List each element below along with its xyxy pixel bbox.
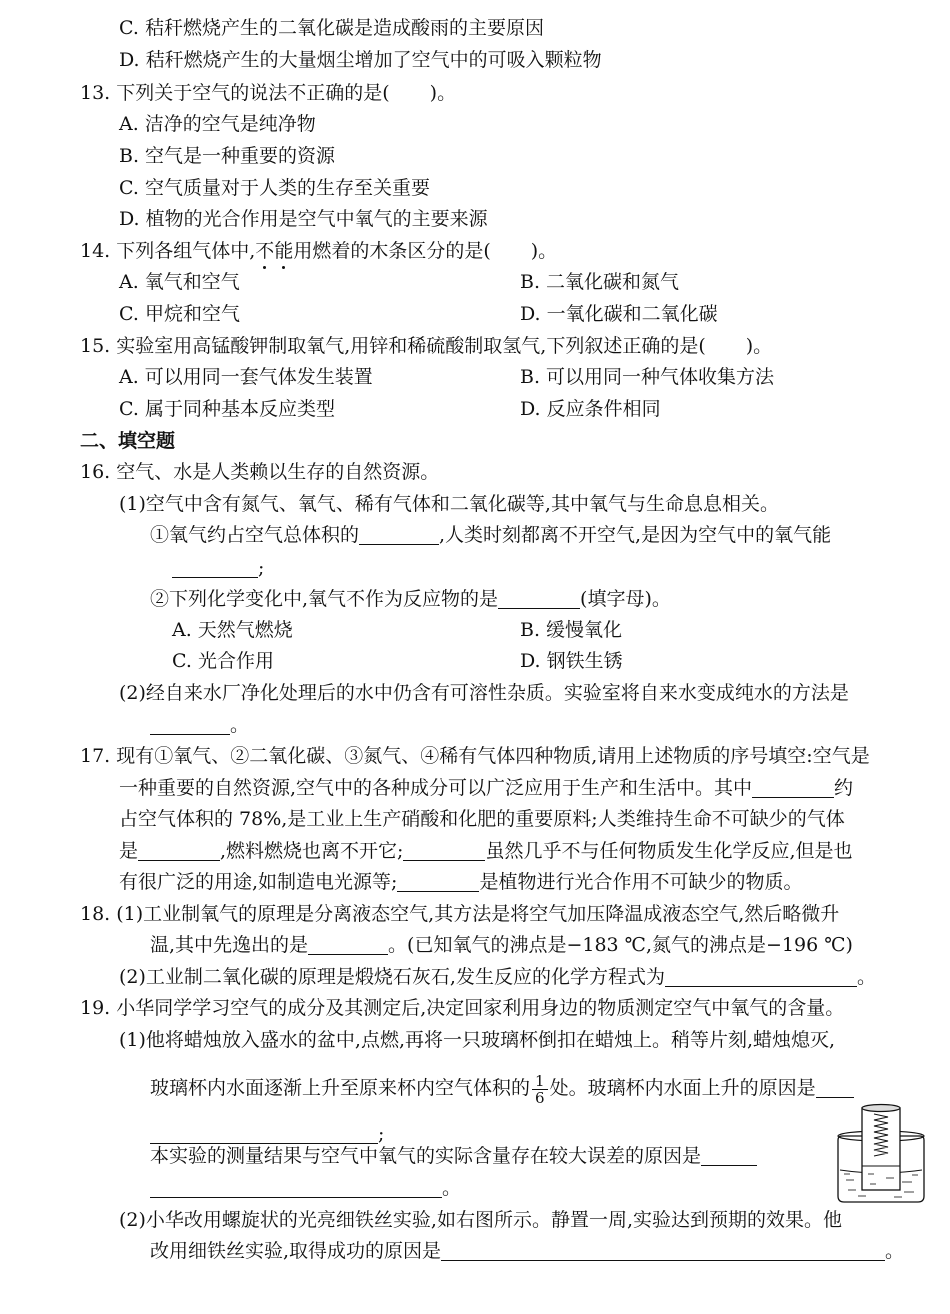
q17-blank-rare-gas[interactable] [403, 842, 485, 861]
q17-line-4-text-2: ,燃料燃烧也离不开它; [220, 840, 404, 862]
q16-option-a: A. 天然气燃烧 [172, 619, 293, 641]
q19-part1-line-2 [150, 1068, 854, 1108]
q19-part2: (2)小华改用螺旋状的光亮细铁丝实验,如右图所示。静置一周,实验达到预期的效果。他 [119, 1209, 842, 1231]
q16-sub1-text: ①氧气约占空气总体积的 [150, 524, 360, 546]
q17-line-5 [119, 871, 802, 893]
q18-line-2 [150, 934, 853, 956]
q16-part1-sub2 [150, 588, 671, 610]
q14-option-a: A. 氧气和空气 [119, 271, 240, 293]
q16-sub2-text-2: (填字母)。 [580, 588, 671, 610]
q18-line-3-text: (2)工业制二氧化碳的原理是煅烧石灰石,发生反应的化学方程式为 [119, 966, 665, 988]
q19-part1-line-5-end: 。 [442, 1177, 462, 1199]
q19-line-1: 19. 小华同学学习空气的成分及其测定后,决定回家利用身边的物质测定空气中氧气的含量。 [80, 997, 845, 1019]
q19-part1-line-3-end: ; [378, 1123, 385, 1145]
q19-blank-error[interactable] [150, 1179, 442, 1198]
q18-line-3-end: 。 [856, 966, 876, 988]
q19-part1-line-3 [150, 1123, 384, 1145]
q16-part1: (1)空气中含有氮气、氧气、稀有气体和二氧化碳等,其中氧气与生命息息相关。 [119, 493, 779, 515]
q16-blank-purify-method[interactable] [150, 716, 230, 735]
q19-part1: (1)他将蜡烛放入盛水的盆中,点燃,再将一只玻璃杯倒扣在蜡烛上。稍等片刻,蜡烛熄灭, [119, 1029, 836, 1051]
q15-option-d: D. 反应条件相同 [520, 398, 661, 420]
q14-stem-text: 14. 下列各组气体中, [80, 240, 256, 262]
q16-stem: 16. 空气、水是人类赖以生存的自然资源。 [80, 461, 440, 483]
q15-option-a: A. 可以用同一套气体发生装置 [119, 366, 373, 388]
q15-stem-text: 15. 实验室用高锰酸钾制取氧气,用锌和稀硫酸制取氢气,下列叙述正确的是( [80, 335, 706, 357]
fraction-numerator: 1 [532, 1073, 548, 1090]
q17-line-2-text: 一种重要的自然资源,空气中的各种成分可以广泛应用于生产和生活中。其中 [119, 777, 753, 799]
q18-blank-first-gas[interactable] [308, 936, 388, 955]
q16-part2-cont [150, 714, 249, 736]
q12-option-c: C. 秸秆燃烧产生的二氧化碳是造成酸雨的主要原因 [119, 17, 544, 39]
section-heading: 二、填空题 [80, 430, 176, 452]
q17-line-2-end: 约 [834, 777, 854, 799]
q17-line-1: 17. 现有①氧气、②二氧化碳、③氮气、④稀有气体四种物质,请用上述物质的序号填空:空气是 [80, 745, 870, 767]
q17-line-5-text: 有很广泛的用途,如制造电光源等; [119, 871, 398, 893]
q18-line-2-end: 。(已知氧气的沸点是−183 ℃,氮气的沸点是−196 ℃) [388, 934, 853, 956]
iron-wire-experiment-figure [832, 1100, 930, 1208]
q16-sub1-text-2: ,人类时刻都离不开空气,是因为空气中的氧气能 [439, 524, 832, 546]
q16-part2: (2)经自来水厂净化处理后的水中仍含有可溶性杂质。实验室将自来水变成纯水的方法是 [119, 682, 849, 704]
q17-blank-oxygen[interactable] [138, 842, 220, 861]
q19-part2-line-2 [150, 1240, 904, 1262]
q16-option-b: B. 缓慢氧化 [520, 619, 623, 641]
q19-part1-line-4 [150, 1145, 757, 1167]
q16-blank-choice[interactable] [498, 590, 580, 609]
q19-blank-reason-start[interactable] [816, 1079, 854, 1098]
q13-option-a: A. 洁净的空气是纯净物 [119, 113, 316, 135]
q15-option-c: C. 属于同种基本反应类型 [119, 398, 335, 420]
q15-stem [80, 335, 772, 357]
q17-line-4 [119, 840, 853, 862]
q16-sub2-text: ②下列化学变化中,氧气不作为反应物的是 [150, 588, 499, 610]
one-sixth-fraction [532, 1073, 548, 1106]
q19-part2-end: 。 [885, 1240, 905, 1262]
q14-option-c: C. 甲烷和空气 [119, 303, 240, 325]
q15-stem-end: )。 [745, 335, 773, 357]
q17-blank-nitrogen[interactable] [752, 779, 834, 798]
q19-part1-text: 玻璃杯内水面逐渐上升至原来杯内空气体积的 [150, 1077, 531, 1099]
q16-part2-end: 。 [230, 714, 250, 736]
q18-line-3 [119, 966, 876, 988]
fraction-denominator: 6 [535, 1088, 545, 1107]
q16-sub1-end: ; [258, 557, 265, 579]
q14-emphasis-bu: 不 [255, 240, 275, 262]
q17-line-4-text: 是 [119, 840, 139, 862]
q14-stem [80, 240, 557, 262]
beaker-cup-icon [832, 1100, 930, 1208]
q19-blank-reason[interactable] [150, 1125, 378, 1144]
q19-part1-text-2: 处。玻璃杯内水面上升的原因是 [549, 1077, 816, 1099]
q14-stem-text-2: 用燃着的木条区分的是( [293, 240, 491, 262]
q17-line-3: 占空气体积的 78%,是工业上生产硝酸和化肥的重要原料;人类维持生命不可缺少的气体 [119, 808, 845, 830]
q19-error-text: 本实验的测量结果与空气中氧气的实际含量存在较大误差的原因是 [150, 1145, 702, 1167]
q17-line-4-text-3: 虽然几乎不与任何物质发生化学反应,但是也 [485, 840, 853, 862]
q16-blank-oxygen-use[interactable] [172, 559, 258, 578]
q14-option-d: D. 一氧化碳和二氧化碳 [520, 303, 718, 325]
q14-emphasis-neng: 能 [274, 240, 294, 262]
q16-option-d: D. 钢铁生锈 [520, 650, 623, 672]
q13-stem-text: 13. 下列关于空气的说法不正确的是( [80, 82, 390, 104]
q13-stem-end: )。 [429, 82, 457, 104]
q17-line-2 [119, 777, 853, 799]
q13-option-c: C. 空气质量对于人类的生存至关重要 [119, 177, 430, 199]
q12-option-d: D. 秸秆燃烧产生的大量烟尘增加了空气中的可吸入颗粒物 [119, 49, 602, 71]
q16-part1-sub1-cont [172, 557, 264, 579]
q13-stem [80, 82, 456, 104]
q18-line-2-text: 温,其中先逸出的是 [150, 934, 309, 956]
q18-line-1: 18. (1)工业制氧气的原理是分离液态空气,其方法是将空气加压降温成液态空气,然后略微升 [80, 903, 840, 925]
q15-option-b: B. 可以用同一种气体收集方法 [520, 366, 775, 388]
q13-option-b: B. 空气是一种重要的资源 [119, 145, 336, 167]
q17-blank-co2[interactable] [397, 873, 479, 892]
q13-option-d: D. 植物的光合作用是空气中氧气的主要来源 [119, 208, 488, 230]
q16-blank-oxygen-fraction[interactable] [359, 526, 439, 545]
q19-blank-success-reason[interactable] [441, 1242, 885, 1261]
q16-part1-sub1 [150, 524, 831, 546]
q17-line-5-end: 是植物进行光合作用不可缺少的物质。 [479, 871, 803, 893]
q14-stem-end: )。 [530, 240, 558, 262]
q14-option-b: B. 二氧化碳和氮气 [520, 271, 680, 293]
q19-part2-text: 改用细铁丝实验,取得成功的原因是 [150, 1240, 442, 1262]
q19-part1-line-5 [150, 1177, 461, 1199]
q18-blank-equation[interactable] [665, 968, 857, 987]
q16-option-c: C. 光合作用 [172, 650, 274, 672]
q19-blank-error-start[interactable] [701, 1147, 757, 1166]
